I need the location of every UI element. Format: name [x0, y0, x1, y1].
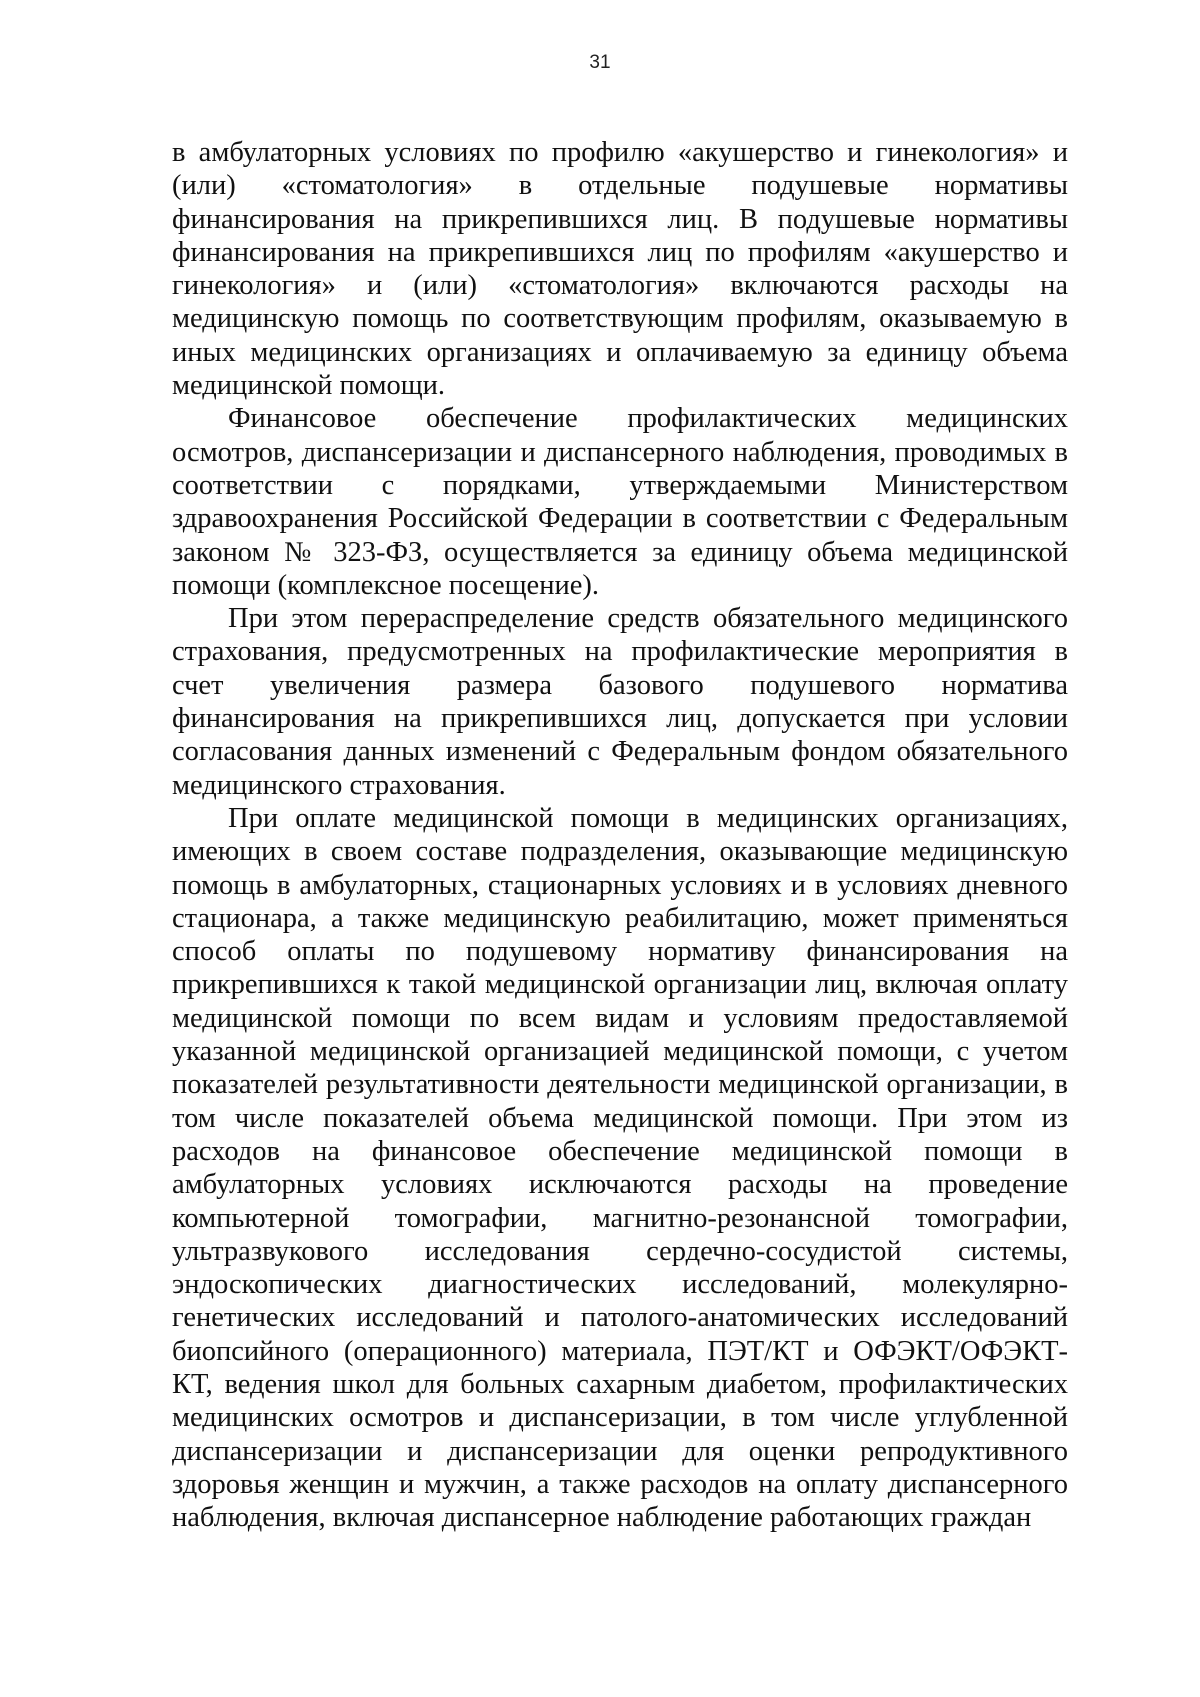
page-number: 31: [589, 52, 611, 73]
document-body: [172, 136, 1068, 1534]
paragraph-continuation: в амбулаторных условиях по профилю «акушерство и гинекология» и (или) «стоматология» в отдельные подушевые нормативы финансирования на прикрепившихся лиц. В подушевые нормативы финансирования на прикрепившихся лиц по профилям «акушерство и гинекология» и (или) «стоматология» включаются расходы на медицинскую помощь по соответствующим профилям, оказываемую в иных медицинских организациях и оплачиваемую за единицу объема медицинской помощи.: [172, 137, 1068, 402]
paragraph-preventive-examinations: Финансовое обеспечение профилактических медицинских осмотров, диспансеризации и диспансерного наблюдения, проводимых в соответствии с порядками, утверждаемыми Министерством здравоохранения Российской Федерации в соответствии с Федеральным законом № 323-ФЗ, осуществляется за единицу объема медицинской помощи (комплексное посещение).: [172, 403, 1068, 601]
paragraph-per-capita-payment: При оплате медицинской помощи в медицинских организациях, имеющих в своем составе подразделения, оказывающие медицинскую помощь в амбулаторных, стационарных условиях и в условиях дневного стационара, а также медицинскую реабилитацию, может применяться способ оплаты по подушевому нормативу финансирования на прикрепившихся к такой медицинской организации лиц, включая оплату медицинской помощи по всем видам и условиям предоставляемой указанной медицинской организацией медицинской помощи, с учетом показателей результативности деятельности медицинской организации, в том числе показателей объема медицинской помощи. При этом из расходов на финансовое обеспечение медицинской помощи в амбулаторных условиях исключаются расходы на проведение компьютерной томографии, магнитно-резонансной томографии, ультразвукового исследования сердечно-сосудистой системы, эндоскопических диагностических исследований, молекулярно-генетических исследований и патолого-анатомических исследований биопсийного (операционного) материала, ПЭТ/КТ и ОФЭКТ/ОФЭКТ-КТ, ведения школ для больных сахарным диабетом, профилактических медицинских осмотров и диспансеризации, в том числе углубленной диспансеризации и диспансеризации для оценки репродуктивного здоровья женщин и мужчин, а также расходов на оплату диспансерного наблюдения, включая диспансерное наблюдение работающих граждан: [172, 802, 1068, 1534]
paragraph-fund-redistribution: При этом перераспределение средств обязательного медицинского страхования, предусмотренных на профилактические мероприятия в счет увеличения размера базового подушевого норматива финансирования на прикрепившихся лиц, допускается при условии согласования данных изменений с Федеральным фондом обязательного медицинского страхования.: [172, 603, 1068, 801]
